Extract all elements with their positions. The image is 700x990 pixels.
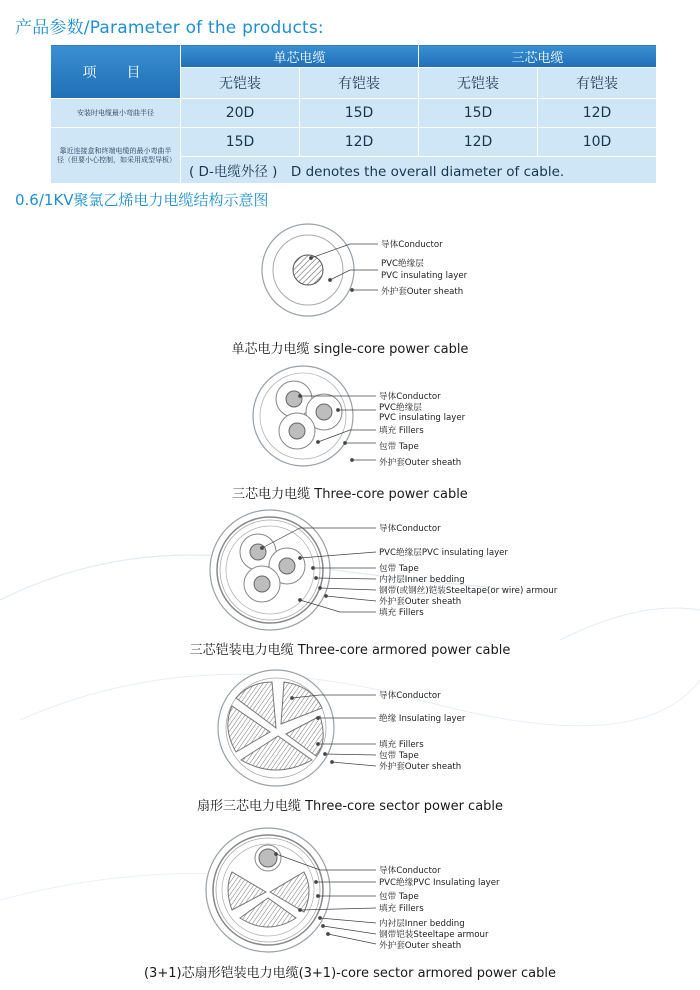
single-unarmored-header: 无铠装	[181, 68, 300, 99]
label-pvc: PVC绝缘层PVC insulating layer	[379, 548, 508, 558]
label-conductor: 导体Conductor	[381, 240, 443, 250]
label-armour: 钢带(或钢丝)铠装Steeltape(or wire) armour	[379, 586, 558, 596]
label-pvc-cn: PVC绝缘层	[381, 259, 424, 269]
label-conductor: 导体Conductor	[379, 866, 441, 876]
label-conductor: 导体Conductor	[379, 524, 441, 534]
caption-three-core-armored: 三芯铠装电力电缆 Three-core armored power cable	[189, 643, 511, 658]
label-tape: 包带 Tape	[379, 442, 419, 452]
table-row	[51, 128, 657, 157]
parameter-table	[50, 44, 657, 184]
three-core-armored-diagram	[0, 508, 700, 632]
row2-label: 靠近连接盒和终端电缆的最小弯曲半径（但要小心控制，如采用成型导板）	[51, 128, 181, 184]
label-outer-sheath: 外护套Outer sheath	[379, 941, 462, 951]
row1-value: 15D	[300, 99, 419, 128]
label-tape: 包带 Tape	[379, 751, 419, 761]
three-core-sector-diagram	[0, 668, 700, 790]
single-core-diagram	[0, 218, 700, 326]
three-core-header: 三芯电缆	[419, 45, 657, 68]
label-pvc-en: PVC insulating layer	[381, 271, 468, 281]
diameter-note: ( D-电缆外径 ) D denotes the overall diameter of cable.	[181, 157, 657, 184]
row2-value: 15D	[181, 128, 300, 157]
label-tape: 包带 Tape	[379, 564, 419, 574]
row1-value: 20D	[181, 99, 300, 128]
label-fillers: 填充 Fillers	[379, 426, 424, 436]
page-title: 产品参数/Parameter of the products:	[15, 18, 324, 38]
three-core-diagram	[0, 360, 700, 472]
label-outer-sheath: 外护套Outer sheath	[381, 287, 464, 297]
row2-value: 12D	[419, 128, 538, 157]
label-fillers: 填充 Fillers	[379, 608, 424, 618]
row1-label: 安装时电缆最小弯曲半径	[51, 99, 181, 128]
label-pvc-en: PVC insulating layer	[379, 413, 466, 423]
label-inner-bedding: 内衬层Inner bedding	[379, 575, 465, 585]
label-conductor: 导体Conductor	[379, 691, 441, 701]
row2-value: 10D	[538, 128, 657, 157]
sector-armored-diagram	[0, 826, 700, 956]
label-outer-sheath: 外护套Outer sheath	[379, 762, 462, 772]
row2-value: 12D	[300, 128, 419, 157]
three-unarmored-header: 无铠装	[419, 68, 538, 99]
label-conductor: 导体Conductor	[379, 392, 441, 402]
label-fillers: 填充 Fillers	[379, 904, 424, 914]
label-outer-sheath: 外护套Outer sheath	[379, 458, 462, 468]
row1-value: 12D	[538, 99, 657, 128]
label-armour: 钢带铠装Steeltape armour	[379, 930, 489, 940]
single-core-header: 单芯电缆	[181, 45, 419, 68]
caption-single-core: 单芯电力电缆 single-core power cable	[231, 342, 469, 357]
label-inner-bedding: 内衬层Inner bedding	[379, 919, 465, 929]
label-pvc: PVC绝缘PVC Insulating layer	[379, 878, 500, 888]
label-insulating: 绝缘 Insulating layer	[379, 714, 466, 724]
row1-value: 15D	[419, 99, 538, 128]
section-title: 0.6/1KV聚氯乙烯电力电缆结构示意图	[15, 191, 269, 209]
label-tape: 包带 Tape	[379, 892, 419, 902]
three-armored-header: 有铠装	[538, 68, 657, 99]
caption-sector-armored: (3+1)芯扇形铠装电力电缆(3+1)-core sector armored power cable	[143, 966, 556, 981]
table-row	[51, 99, 657, 128]
label-pvc-cn: PVC绝缘层	[379, 403, 422, 413]
label-fillers: 填充 Fillers	[379, 740, 424, 750]
caption-three-core-sector: 扇形三芯电力电缆 Three-core sector power cable	[196, 799, 504, 814]
label-outer-sheath: 外护套Outer sheath	[379, 597, 462, 607]
item-header: 项 目	[51, 45, 181, 99]
single-armored-header: 有铠装	[300, 68, 419, 99]
caption-three-core: 三芯电力电缆 Three-core power cable	[232, 487, 468, 502]
